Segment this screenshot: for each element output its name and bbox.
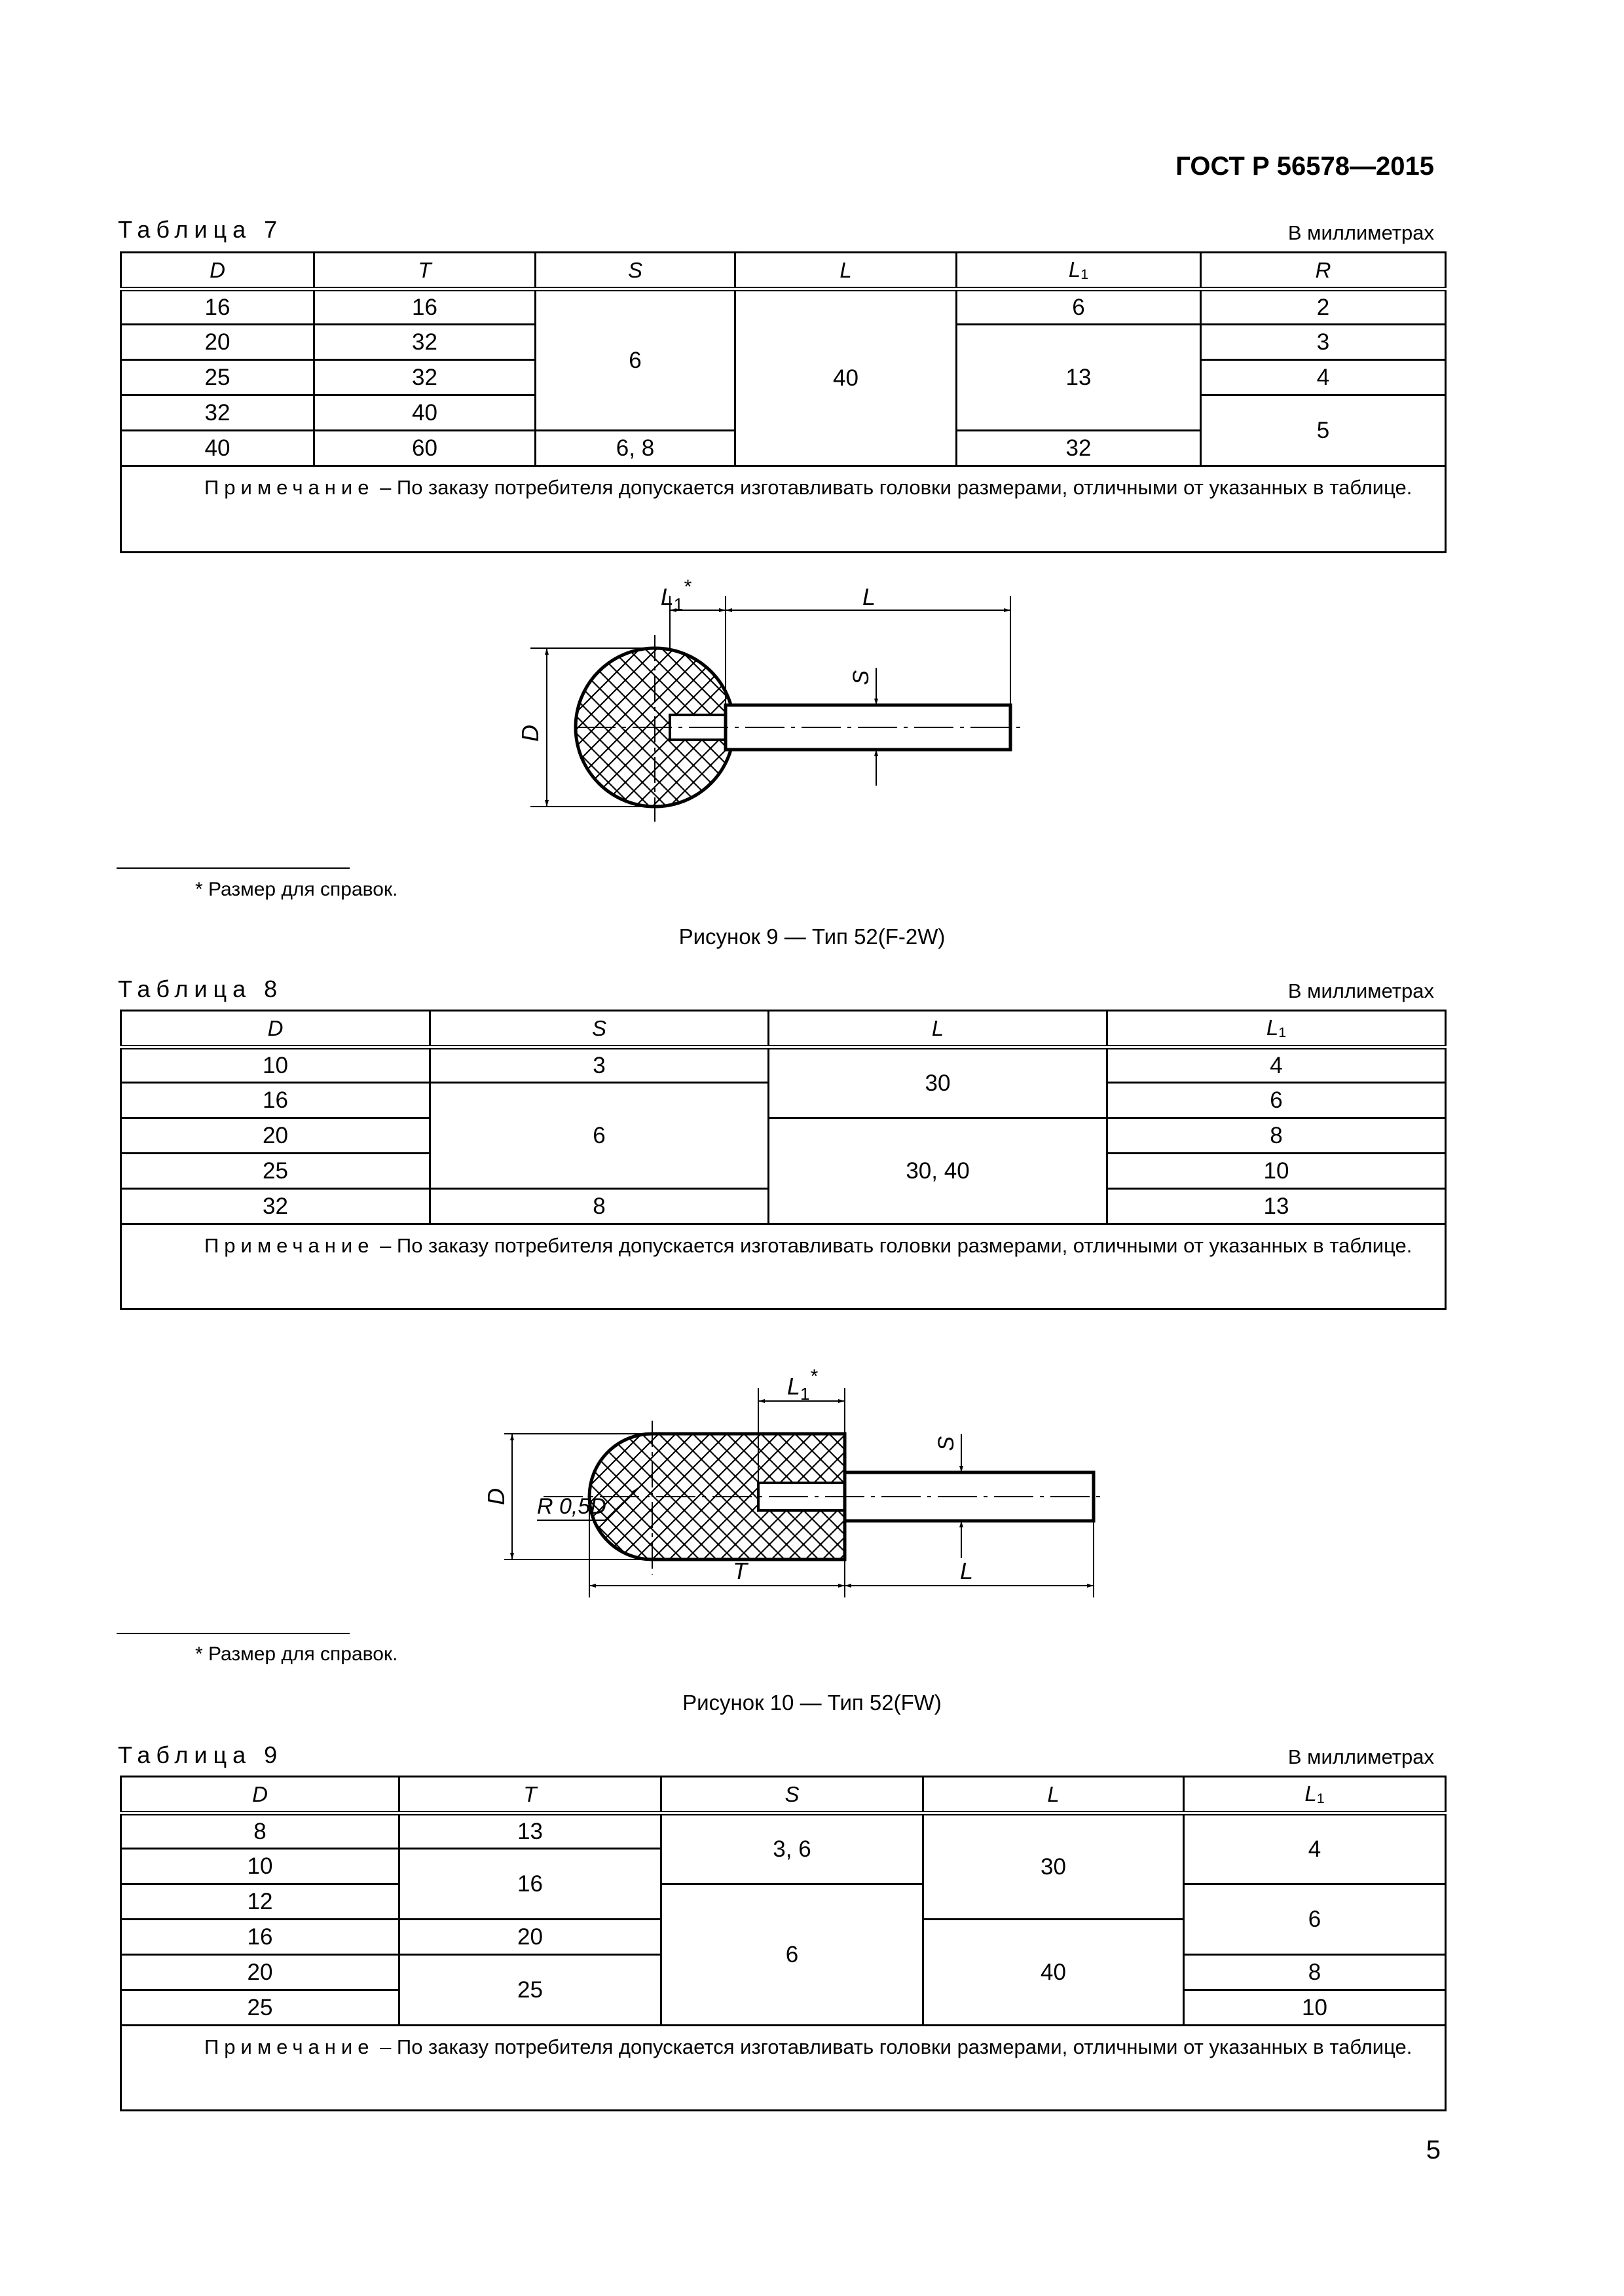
table9-header-s: S bbox=[661, 1777, 923, 1813]
note-label: Примечание bbox=[204, 2035, 375, 2058]
table7-header-l: L bbox=[735, 253, 957, 289]
figure9-caption: Рисунок 9 — Тип 52(F-2W) bbox=[678, 924, 946, 949]
table-cell: 6 bbox=[1184, 1884, 1446, 1955]
label-l1: $L_1^*$ bbox=[786, 1366, 818, 1404]
note-text: – По заказу потребителя допускается изготавливать головки размерами, отличными от указанных в таблице. bbox=[380, 2035, 1412, 2058]
table9-caption: Таблица 9 bbox=[118, 1741, 284, 1768]
table-cell: 32 bbox=[314, 325, 536, 360]
table-cell: 2 bbox=[1201, 289, 1446, 325]
table-cell: 25 bbox=[121, 1154, 430, 1189]
table-cell: 12 bbox=[121, 1884, 399, 1920]
table-cell: 30 bbox=[769, 1048, 1107, 1118]
table-cell: 32 bbox=[121, 395, 314, 431]
table-cell: 8 bbox=[1184, 1955, 1446, 1990]
label-radius: R 0,5D bbox=[537, 1494, 606, 1519]
table-cell: 40 bbox=[121, 431, 314, 466]
figure9-drawing bbox=[498, 570, 1087, 831]
table7-units: В миллиметрах bbox=[1287, 221, 1434, 244]
table7-header-l1: $L_1$ bbox=[957, 253, 1201, 289]
label-d: D bbox=[483, 1488, 509, 1505]
table-cell: 40 bbox=[735, 289, 957, 466]
table-cell: 25 bbox=[399, 1955, 661, 2026]
table-cell: 6 bbox=[430, 1083, 769, 1189]
footnote-rule bbox=[117, 1633, 350, 1634]
table-cell: 16 bbox=[314, 289, 536, 325]
figure10-caption: Рисунок 10 — Тип 52(FW) bbox=[682, 1690, 942, 1715]
table-cell: 40 bbox=[923, 1920, 1184, 2026]
table8-header-d: D bbox=[121, 1011, 430, 1048]
table9-note bbox=[121, 2026, 1446, 2111]
table-cell: 16 bbox=[121, 1083, 430, 1118]
table-cell: 25 bbox=[121, 1990, 399, 2026]
table9-header-l: L bbox=[923, 1777, 1184, 1813]
table8-header-l: L bbox=[769, 1011, 1107, 1048]
table8-units: В миллиметрах bbox=[1287, 979, 1434, 1002]
note-label: Примечание bbox=[204, 1234, 375, 1257]
table-cell: 6 bbox=[661, 1884, 923, 2026]
table-cell: 6 bbox=[1107, 1083, 1446, 1118]
note-text: – По заказу потребителя допускается изготавливать головки размерами, отличными от указанных в таблице. bbox=[380, 476, 1412, 499]
table-cell: 13 bbox=[1107, 1189, 1446, 1224]
table8-caption: Таблица 8 bbox=[118, 975, 284, 1002]
figure9-footnote: * Размер для справок. bbox=[195, 879, 398, 900]
figure10-drawing bbox=[471, 1349, 1126, 1611]
table-cell: 8 bbox=[430, 1189, 769, 1224]
table7-header-s: S bbox=[536, 253, 735, 289]
table9-header-t: T bbox=[399, 1777, 661, 1813]
table8-header-l1: $L_1$ bbox=[1107, 1011, 1446, 1048]
table-cell: 10 bbox=[121, 1048, 430, 1083]
figure10-footnote: * Размер для справок. bbox=[195, 1643, 398, 1665]
table-cell: 16 bbox=[121, 1920, 399, 1955]
note-label: Примечание bbox=[204, 476, 375, 499]
table-cell: 20 bbox=[399, 1920, 661, 1955]
label-s: S bbox=[849, 670, 874, 685]
table7-header-d: D bbox=[121, 253, 314, 289]
label-t: T bbox=[733, 1558, 747, 1584]
table-cell: 6, 8 bbox=[536, 431, 735, 466]
table-cell: 16 bbox=[399, 1849, 661, 1920]
table-cell: 60 bbox=[314, 431, 536, 466]
table-cell: 3, 6 bbox=[661, 1813, 923, 1884]
table-cell: 25 bbox=[121, 360, 314, 395]
table9-header-l1: $L_1$ bbox=[1184, 1777, 1446, 1813]
table9-header-d: D bbox=[121, 1777, 399, 1813]
label-d: D bbox=[517, 725, 544, 742]
table7-header-r: R bbox=[1201, 253, 1446, 289]
table-cell: 4 bbox=[1184, 1813, 1446, 1884]
table7-header-t: T bbox=[314, 253, 536, 289]
table-cell: 16 bbox=[121, 289, 314, 325]
table-cell: 20 bbox=[121, 1118, 430, 1154]
table7 bbox=[120, 251, 1447, 553]
table-cell: 4 bbox=[1201, 360, 1446, 395]
table-cell: 6 bbox=[536, 289, 735, 431]
label-l1: $L_1^*$ bbox=[660, 576, 691, 614]
table-cell: 10 bbox=[1184, 1990, 1446, 2026]
standard-number: ГОСТ Р 56578—2015 bbox=[1175, 152, 1434, 181]
footnote-rule bbox=[117, 867, 350, 869]
table-cell: 10 bbox=[1107, 1154, 1446, 1189]
table8-header-s: S bbox=[430, 1011, 769, 1048]
table9 bbox=[120, 1776, 1447, 2111]
table-cell: 8 bbox=[1107, 1118, 1446, 1154]
table-cell: 8 bbox=[121, 1813, 399, 1849]
table8-note bbox=[121, 1224, 1446, 1309]
table-cell: 30, 40 bbox=[769, 1118, 1107, 1224]
table-cell: 3 bbox=[1201, 325, 1446, 360]
table-cell: 32 bbox=[121, 1189, 430, 1224]
table-cell: 4 bbox=[1107, 1048, 1446, 1083]
table-cell: 10 bbox=[121, 1849, 399, 1884]
table-cell: 13 bbox=[399, 1813, 661, 1849]
table7-note bbox=[121, 466, 1446, 553]
table-cell: 3 bbox=[430, 1048, 769, 1083]
table-cell: 32 bbox=[314, 360, 536, 395]
page-number: 5 bbox=[1426, 2136, 1441, 2164]
table-cell: 40 bbox=[314, 395, 536, 431]
note-text: – По заказу потребителя допускается изготавливать головки размерами, отличными от указанных в таблице. bbox=[380, 1234, 1412, 1257]
label-l: L bbox=[862, 583, 876, 610]
table8 bbox=[120, 1010, 1447, 1310]
table-cell: 6 bbox=[957, 289, 1201, 325]
table-cell: 32 bbox=[957, 431, 1201, 466]
table7-caption: Таблица 7 bbox=[118, 216, 284, 243]
table-cell: 13 bbox=[957, 325, 1201, 431]
table-cell: 30 bbox=[923, 1813, 1184, 1920]
table-cell: 20 bbox=[121, 1955, 399, 1990]
label-l: L bbox=[959, 1558, 974, 1584]
table-cell: 20 bbox=[121, 325, 314, 360]
table9-units: В миллиметрах bbox=[1287, 1745, 1434, 1768]
label-s: S bbox=[934, 1436, 959, 1451]
table-cell: 5 bbox=[1201, 395, 1446, 466]
